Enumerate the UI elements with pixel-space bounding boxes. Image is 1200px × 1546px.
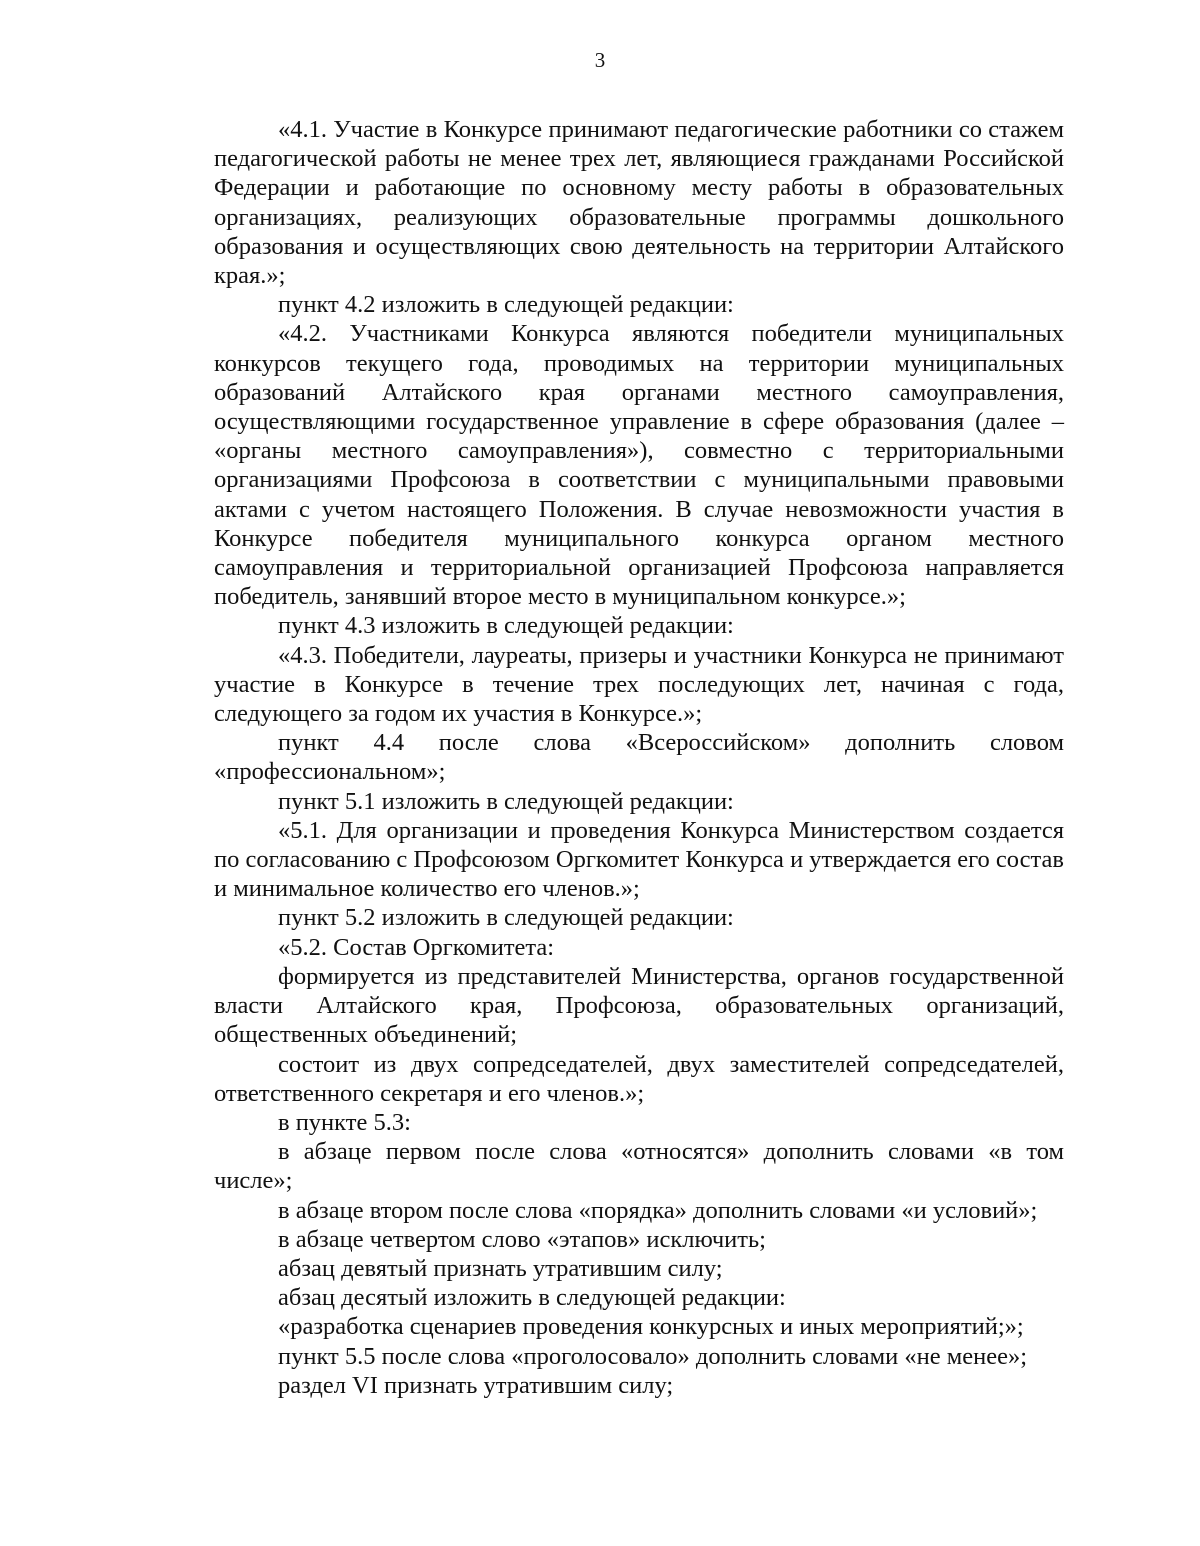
paragraph-5-3-instruction: в пункте 5.3: xyxy=(278,1108,411,1136)
paragraph-4-4-instruction: пункт 4.4 после слова «Всероссийском» дополнить словом «профессиональном»; xyxy=(214,729,1064,786)
page-number: 3 xyxy=(594,48,606,72)
paragraph-4-3-instruction: пункт 4.3 изложить в следующей редакции: xyxy=(278,612,734,640)
paragraph-5-3-tenth-instruction: абзац десятый изложить в следующей редакции: xyxy=(278,1284,786,1312)
paragraph-5-2-heading: «5.2. Состав Оргкомитета: xyxy=(278,933,555,961)
paragraph-5-3-ninth: абзац девятый признать утратившим силу; xyxy=(278,1254,723,1282)
paragraph-5-2-composition: состоит из двух сопредседателей, двух заместителей сопредседателей, ответственного секретаря и его членов.»; xyxy=(214,1050,1064,1107)
paragraph-section-6: раздел VI признать утратившим силу; xyxy=(278,1371,674,1399)
document-body xyxy=(214,115,1064,1400)
paragraph-5-3-fourth: в абзаце четвертом слово «этапов» исключить; xyxy=(278,1225,766,1253)
paragraph-5-5-instruction: пункт 5.5 после слова «проголосовало» дополнить словами «не менее»; xyxy=(278,1342,1027,1370)
paragraph-5-1: «5.1. Для организации и проведения Конкурса Министерством создается по согласованию с Профсоюзом Оргкомитет Конкурса и утверждается его состав и минимальное количество его членов.»; xyxy=(214,816,1064,903)
paragraph-5-3-first: в абзаце первом после слова «относятся» дополнить словами «в том числе»; xyxy=(214,1138,1064,1195)
paragraph-4-2: «4.2. Участниками Конкурса являются победители муниципальных конкурсов текущего года, проводимых на территории муниципальных образований Алтайского края органами местного самоуправления, осуществляющими государственное управление в сфере образования (далее – «органы местного самоуправления»), совместно с территориальными организациями Профсоюза в соответствии с муниципальными правовыми актами с учетом настоящего Положения. В случае невозможности участия в Конкурсе победителя муниципального конкурса органом местного самоуправления и территориальной организацией Профсоюза направляется победитель, занявший второе место в муниципальном конкурсе.»; xyxy=(214,320,1064,611)
paragraph-5-1-instruction: пункт 5.1 изложить в следующей редакции: xyxy=(278,787,734,815)
paragraph-4-2-instruction: пункт 4.2 изложить в следующей редакции: xyxy=(278,291,734,319)
paragraph-5-3-tenth: «разработка сценариев проведения конкурсных и иных мероприятий;»; xyxy=(278,1313,1024,1341)
paragraph-5-2-formed: формируется из представителей Министерства, органов государственной власти Алтайского края, Профсоюза, образовательных организаций, общественных объединений; xyxy=(214,962,1064,1049)
paragraph-4-1: «4.1. Участие в Конкурсе принимают педагогические работники со стажем педагогической работы не менее трех лет, являющиеся гражданами Российской Федерации и работающие по основному месту работы в образовательных организациях, реализующих образовательные программы дошкольного образования и осуществляющих свою деятельность на территории Алтайского края.»; xyxy=(214,116,1064,290)
paragraph-5-2-instruction: пункт 5.2 изложить в следующей редакции: xyxy=(278,904,734,932)
paragraph-5-3-second: в абзаце втором после слова «порядка» дополнить словами «и условий»; xyxy=(278,1196,1038,1224)
paragraph-4-3: «4.3. Победители, лауреаты, призеры и участники Конкурса не принимают участие в Конкурсе в течение трех последующих лет, начиная с года, следующего за годом их участия в Конкурсе.»; xyxy=(214,641,1064,728)
